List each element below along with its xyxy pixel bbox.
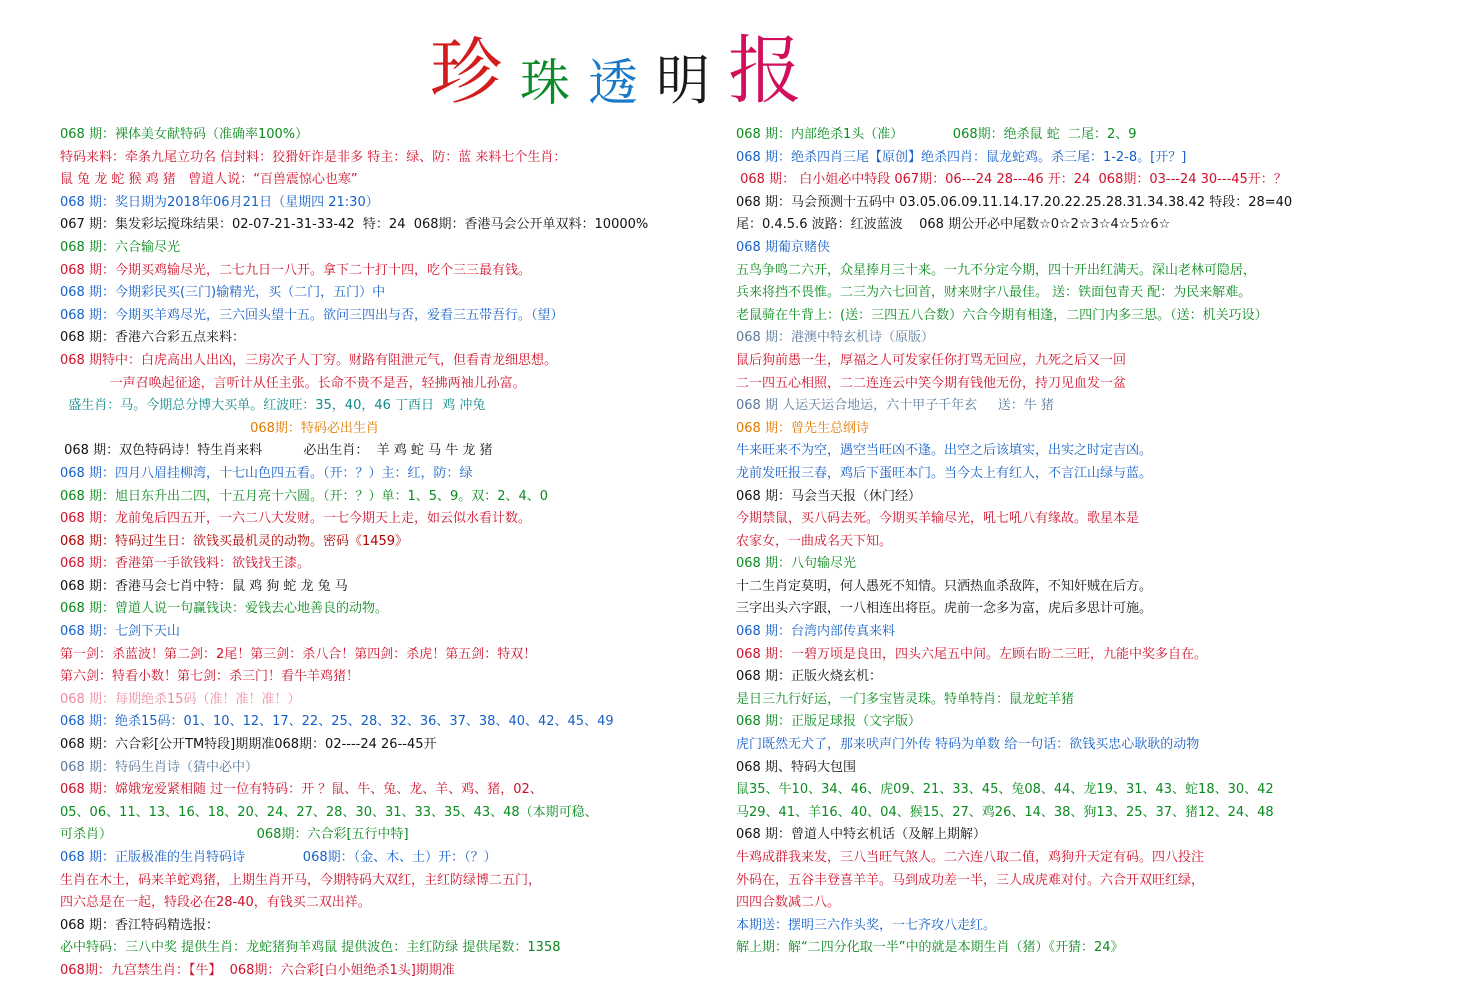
- right-line: 牛鸡成群我来发，三八当旺气煞人。二六连八取二值，鸡狗升天定有码。四八投注: [736, 850, 1205, 865]
- left-line: 可杀肖） 068期：六合彩[五行中特]: [60, 827, 409, 843]
- right-line: 四四合数减二八。: [736, 895, 841, 911]
- left-line: 特码来料：牵条九尾立功名 信封料：狡猾奸诈是非多 特主：绿、防：蓝 来料七个生肖：: [60, 149, 567, 165]
- left-line: 068 期：绝杀15码：01、10、12、17、22、25、28、32、36、37、38、40、42、45、49: [60, 714, 614, 730]
- left-line: 必中特码：三八中奖 提供生肖：龙蛇猪狗羊鸡鼠 提供波色：主红防绿 提供尾数：1358: [60, 940, 561, 956]
- left-line: 068 期：嫦娥宠爱紧相随 过一位有特码：开 ？鼠、牛、兔、龙、羊、鸡、猪，02、: [60, 782, 543, 798]
- title-char-2: 珠: [520, 54, 571, 112]
- left-line: 068 期：四月八眉挂柳湾，十七山色四五看。（开：？）主：红，防：绿: [60, 465, 473, 481]
- right-line: 068 期葡京赌侠: [736, 239, 830, 255]
- left-line: 05、06、11、13、16、18、20、24、27、28、30、31、33、35、43、48（本期可稳、: [60, 804, 598, 820]
- right-column: [736, 124, 1436, 960]
- right-line: 068 期：正版火烧玄机：: [736, 669, 882, 685]
- title-char-5: 报: [728, 28, 803, 114]
- left-line: 068 期：裸体美女献特码（准确率100%）: [60, 127, 309, 142]
- left-line: 068 期：六合输尽光: [60, 239, 180, 255]
- title-char-1: 珍: [430, 30, 503, 114]
- right-line: 068 期：一碧万顷是良田，四头六尾五中间。左顾右盼二三旺，九能中奖多自在。: [736, 646, 1207, 662]
- right-line: 十二生肖定莫明，何人愚死不知情。只洒热血杀敌阵，不知奸贼在后方。: [736, 578, 1153, 594]
- left-line: 四六总是在一起，特段必在28-40，有钱买二双出祥。: [60, 895, 371, 911]
- left-line: 一声召唤起征途，言听计从任主张。长命不贵不是吾，轻拂两袖儿孙富。: [60, 375, 526, 391]
- left-line: 068 期特中：白虎高出人出凶，三房次子人丁穷。财路有阻泄元气，但看青龙细思想。: [60, 352, 557, 368]
- left-line: 068 期：奖日期为2018年06月21日（星期四 21:30）: [60, 194, 379, 210]
- left-line: 068 期：正版极准的生肖特码诗 068期：（金、木、土）开：（？）: [60, 850, 497, 865]
- right-line: 鼠35、牛10、34、46、虎09、21、33、45、兔08、44、龙19、31、43、蛇18、30、42: [736, 782, 1274, 798]
- left-line: 068 期：特码过生日：欲钱买最机灵的动物。密码《1459》: [60, 533, 409, 549]
- right-line: 068 期、特码大包围: [736, 759, 856, 775]
- title-char-4: 明: [656, 49, 711, 112]
- left-line: 068 期：今期彩民买(三门)输精光，买（二门，五门）中: [60, 285, 386, 301]
- left-line: 生肖在木土，码来羊蛇鸡猪，上期生肖开马，今期特码大双红，主红防绿博二五门，: [60, 872, 542, 888]
- right-line: 五鸟争鸣二六开，众星捧月三十来。一九不分定今期，四十开出红满天。深山老林可隐居，: [736, 262, 1257, 278]
- left-line: 068 期：龙前兔后四五开，一六二八大发财。一七今期天上走，如云似水看计数。: [60, 511, 531, 527]
- right-line: 兵来将挡不畏惟。二三为六七回首，财来财字八最佳。 送：铁面包青天 配：为民来解难。: [736, 285, 1252, 301]
- right-line: 068 期：内部绝杀1头（准） 068期：绝杀鼠 蛇 二尾：2、9: [736, 127, 1137, 142]
- right-line: 农家女，一曲成名天下知。: [736, 533, 893, 549]
- left-line: 068期：特码必出生肖: [60, 420, 379, 436]
- right-line: 是日三九行好运，一门多宝皆灵珠。特单特肖：鼠龙蛇羊猪: [736, 691, 1075, 707]
- left-line: 068 期：六合彩[公开TM特段]期期准068期：02----24 26--45开: [60, 737, 437, 753]
- left-line: 068期：九宫禁生肖：【牛】 068期：六合彩[白小姐绝杀1头]期期准: [60, 962, 455, 978]
- right-line: 068 期：曾先生总纲诗: [736, 420, 869, 436]
- right-line: 二一四五心相照，二二连连云中笑今期有钱他无份，持刀见血发一盆: [736, 375, 1127, 391]
- right-line: 068 期：马会预测十五码中 03.05.06.09.11.14.17.20.22.25.28.31.34.38.42 特段：28=40: [736, 194, 1293, 210]
- right-line: 068 期：港澳中特玄机诗（原版）: [736, 330, 934, 346]
- right-line: 老鼠骑在牛背上：(送：三四五八合数）六合今期有相逢，二四门内多三思。（送：机关巧设）: [736, 307, 1268, 323]
- left-line: 068 期：今期买羊鸡尽光，三六回头望十五。欲问三四出与否，爱看三五带吾行。（望）: [60, 307, 564, 323]
- right-line: 龙前发旺报三春，鸡后下蛋旺本门。当今太上有红人，不言江山绿与蓝。: [736, 465, 1153, 481]
- left-line: 067 期：集发彩坛搅珠结果：02-07-21-31-33-42 特：24 068期：香港马会公开单双料：10000%: [60, 217, 649, 233]
- left-line: 068 期：每期绝杀15码（准！准！准！）: [60, 691, 301, 707]
- left-line: 068 期：旭日东升出二四，十五月亮十六圆。（开：？）单：1、5、9。双：2、4、0: [60, 488, 549, 504]
- right-line: 今期禁鼠，买八码去死。今期买羊输尽光，吼七吼八有缘故。歌星本是: [736, 511, 1140, 527]
- left-column: [60, 124, 740, 983]
- right-line: 本期送：摆明三六作头奖，一七齐攻八走红。: [736, 917, 997, 933]
- left-line: 第六剑：特看小数！第七剑：杀三门！看牛羊鸡猪！: [60, 669, 360, 685]
- title-char-3: 透: [588, 54, 639, 112]
- left-line: 068 期：香港第一手欲钱料：欲钱找王漆。: [60, 556, 310, 572]
- left-line: 盛生肖：马。今期总分博大买单。红波旺：35，40，46 丁酉日 鸡 冲兔: [60, 398, 486, 414]
- left-line: 068 期：香江特码精选报：: [60, 917, 219, 933]
- left-line: 068 期：特码生肖诗（猜中必中）: [60, 759, 258, 775]
- right-line: 068 期： 白小姐必中特段 067期：06---24 28---46 开：24 068期：03---24 30---45开：？: [736, 172, 1287, 188]
- right-line: 068 期：正版足球报（文字版）: [736, 714, 921, 730]
- page-title: [430, 18, 803, 114]
- left-line: 068 期：香港马会七肖中特：鼠 鸡 狗 蛇 龙 兔 马: [60, 578, 348, 594]
- right-line: 马29、41、羊16、40、04、猴15、27、鸡26、14、38、狗13、25、37、猪12、24、48: [736, 804, 1274, 820]
- right-line: 068 期 人运天运合地运，六十甲子千年玄 送：牛 猪: [736, 398, 1054, 414]
- right-line: 虎门既然无犬了，那来吠声门外传 特码为单数 给一句话：欲钱买忠心耿耿的动物: [736, 737, 1200, 753]
- left-line: 第一剑：杀蓝波！第二剑：2尾！第三剑：杀八合！第四剑：杀虎！第五剑：特双！: [60, 646, 537, 662]
- right-line: 鼠后狗前愚一生，厚福之人可发家任你打骂无回应，九死之后又一回: [736, 352, 1127, 368]
- right-line: 尾：0.4.5.6 波路：红波蓝波 068 期公开必中尾数☆0☆2☆3☆4☆5☆6☆: [736, 217, 1171, 233]
- right-line: 牛来旺来不为空，遇空当旺凶不逢。出空之后该填实，出实之时定吉凶。: [736, 443, 1153, 459]
- left-line: 068 期：七剑下天山: [60, 624, 180, 640]
- right-line: 068 期：曾道人中特玄机话（及解上期解）: [736, 827, 986, 843]
- right-line: 外码在，五谷丰登喜羊羊。马到成功差一半，三人成虎难对付。六合开双旺红绿，: [736, 872, 1205, 888]
- right-line: 068 期：台湾内部传真来料: [736, 624, 895, 640]
- left-line: 068 期：今期买鸡输尽光，二七九日一八开。拿下二十打十四，吃个三三最有钱。: [60, 262, 531, 278]
- right-line: 068 期：八句输尽光: [736, 556, 856, 572]
- right-line: 三字出头六字跟，一八相连出将臣。虎前一念多为富，虎后多思计可施。: [736, 601, 1153, 617]
- left-line: 068 期：双色特码诗！特生肖来料 必出生肖： 羊 鸡 蛇 马 牛 龙 猪: [60, 443, 493, 459]
- right-line: 068 期：绝杀四肖三尾【原创】绝杀四肖：鼠龙蛇鸡。杀三尾：1-2-8。[开？]: [736, 149, 1187, 165]
- left-line: 鼠 兔 龙 蛇 猴 鸡 猪 曾道人说：“百兽震惊心也寒”: [60, 172, 358, 188]
- left-line: 068 期：香港六合彩五点来料：: [60, 330, 245, 346]
- right-line: 解上期：解“二四分化取一半”中的就是本期生肖（猪）《开猜：24》: [736, 940, 1124, 956]
- right-line: 068 期：马会当天报（休门经）: [736, 488, 921, 504]
- left-line: 068 期：曾道人说一句赢钱诀：爱钱去心地善良的动物。: [60, 601, 388, 617]
